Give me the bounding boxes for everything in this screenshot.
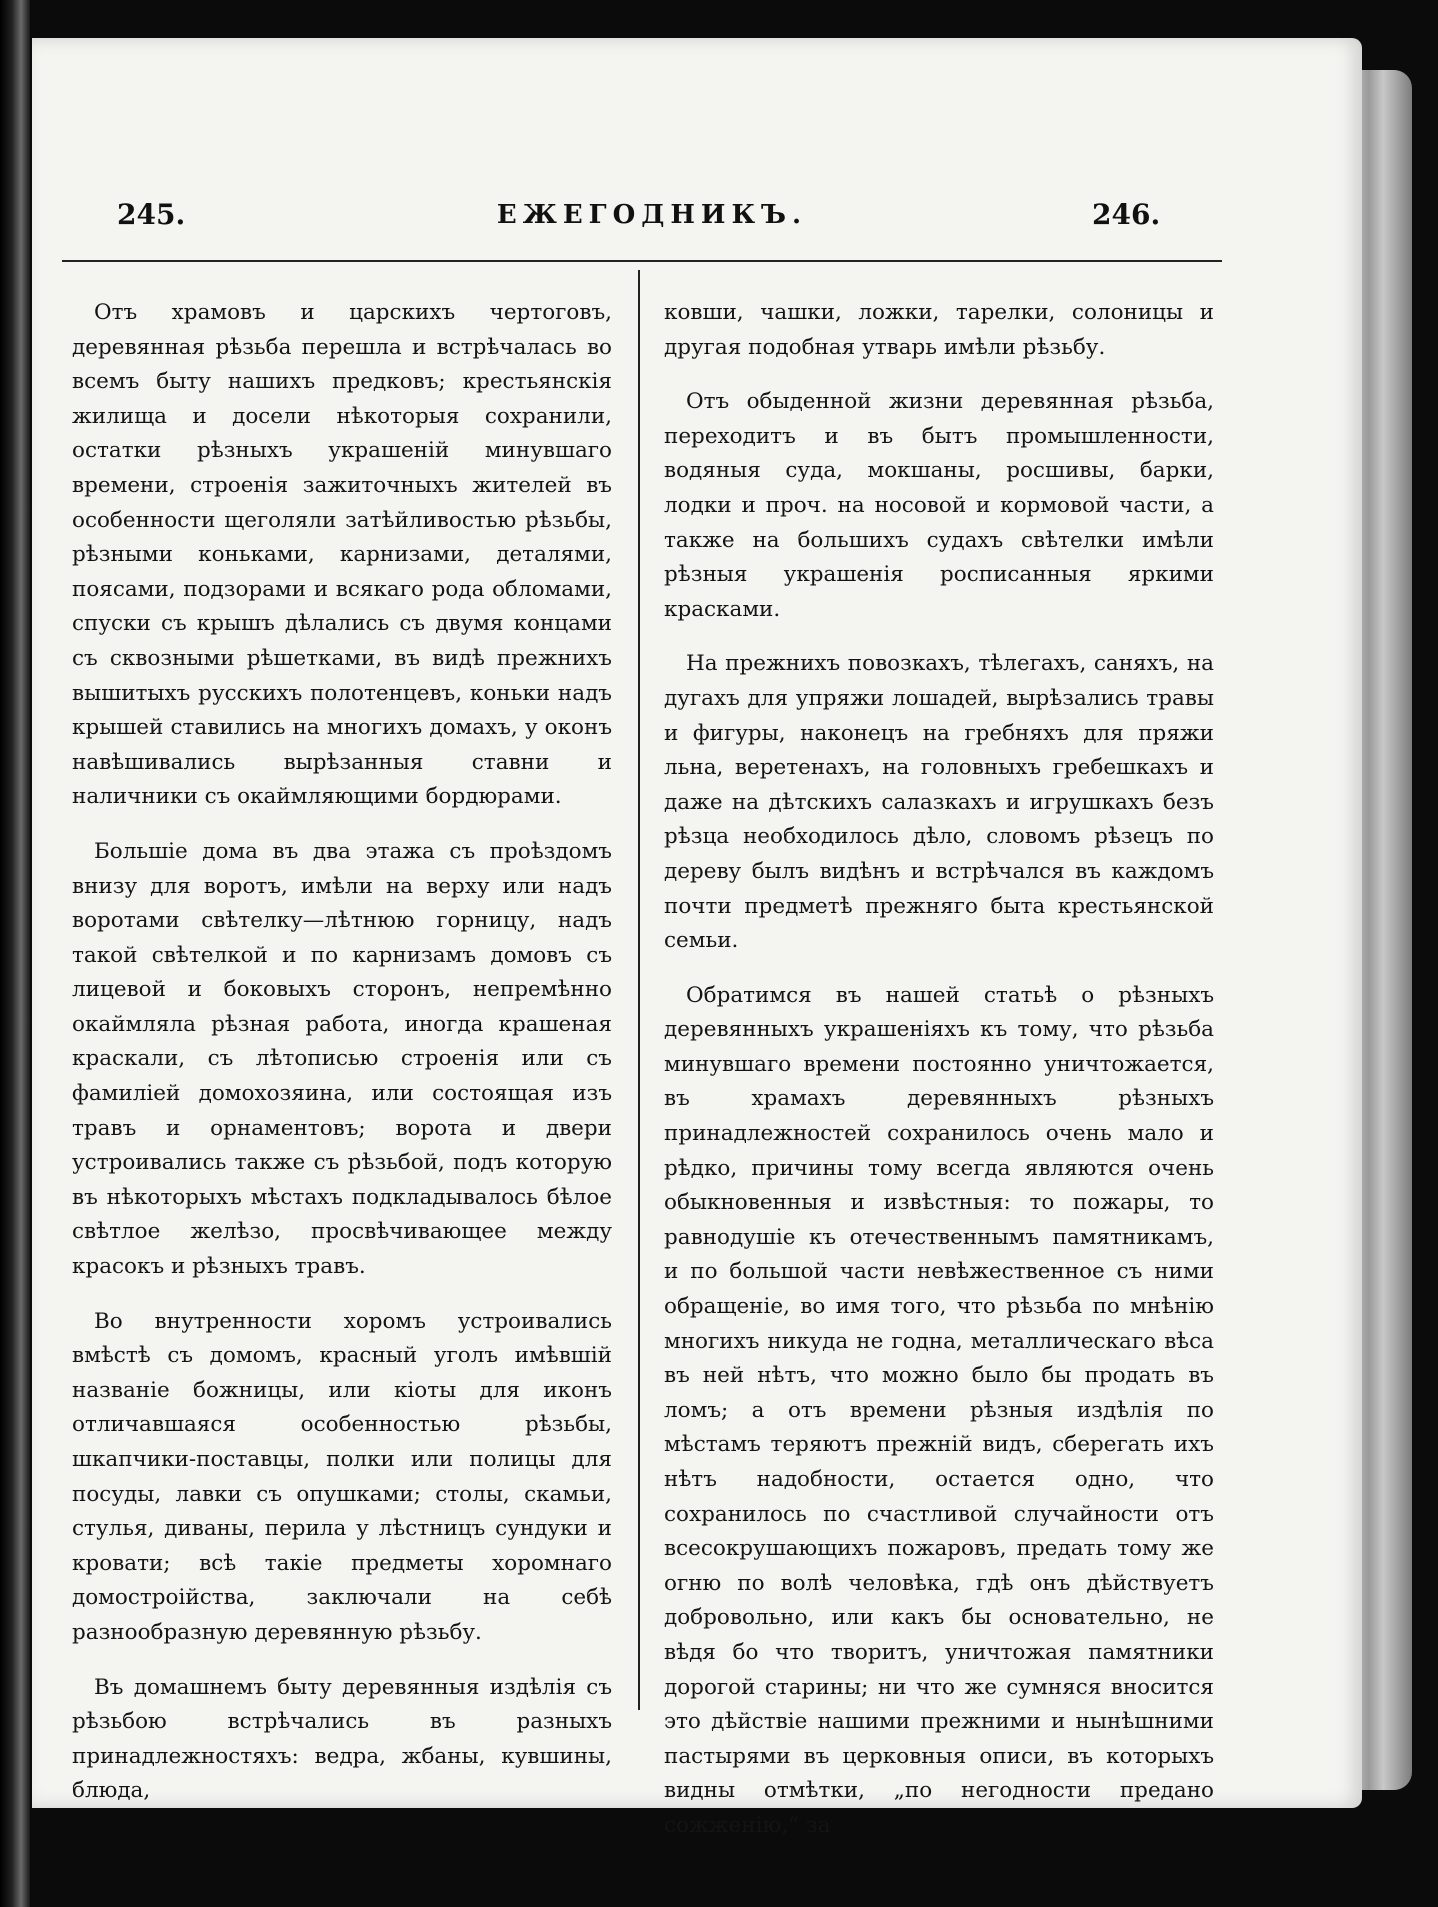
header-rule [62, 260, 1222, 262]
book-page [32, 38, 1362, 1838]
running-head: ЕЖЕГОДНИКЪ. [496, 200, 808, 230]
paragraph: Отъ храмовъ и царскихъ чертоговъ, деревянная рѣзьба перешла и встрѣчалась во всемъ быту нашихъ предковъ; крестьянскія жилища и досели нѣкоторыя сохранили, остатки рѣзныхъ украшеній минувшаго времени, строенія зажиточныхъ жителей въ особенности щеголяли затѣйливостью рѣзьбы, рѣзными коньками, карнизами, деталями, поясами, подзорами и всякаго рода обломами, спуски съ крышъ дѣлались съ двумя концами съ сквозными рѣшетками, въ видѣ прежнихъ вышитыхъ русскихъ полотенцевъ, коньки надъ крышей ставились на многихъ домахъ, у оконъ навѣшивались вырѣзанныя ставни и наличники съ окаймляющими бордюрами. [72, 300, 612, 810]
paragraph: Во внутренности хоромъ устроивались вмѣстѣ съ домомъ, красный уголъ имѣвшій названіе божницы, или кіоты для иконъ отличавшаяся особенностью рѣзьбы, шкапчики-поставцы, полки или полицы для посуды, лавки съ опушками; столы, скамьи, стулья, диваны, перила у лѣстницъ сундуки и кровати; всѣ такіе предметы хоромнаго домостроійства, заключали на себѣ разнообразную деревянную рѣзьбу. [72, 1308, 612, 1645]
paragraph: На прежнихъ повозкахъ, тѣлегахъ, саняхъ, на дугахъ для упряжи лошадей, вырѣзались травы и фигуры, наконецъ на гребняхъ для пряжи льна, веретенахъ, на головныхъ гребешкахъ и даже на дѣтскихъ салазкахъ и игрушкахъ безъ рѣзца необходилось дѣло, словомъ рѣзецъ по дереву былъ видѣнъ и встрѣчался въ каждомъ почти предметѣ прежняго быта крестьянской семьи. [664, 651, 1214, 954]
paragraph: Большіе дома въ два этажа съ проѣздомъ внизу для воротъ, имѣли на верху или надъ воротами свѣтелку—лѣтнюю горницу, надъ такой свѣтелкой и по карнизамъ домовъ съ лицевой и боковыхъ сторонъ, непремѣнно окаймляла рѣзная работа, иногда крашеная краскали, съ лѣтописью строенія или съ фамиліей домохозяина, или состоящая изъ травъ и орнаментовъ; ворота и двери устроивались также съ рѣзьбой, подъ которую въ нѣкоторыхъ мѣстахъ подкладывалось бѣлое свѣтлое желѣзо, просвѣчивающее между красокъ и рѣзныхъ травъ. [72, 838, 612, 1280]
right-page-number: 246. [1092, 198, 1161, 231]
paragraph: Обратимся въ нашей статьѣ о рѣзныхъ деревянныхъ украшеніяхъ къ тому, что рѣзьба минувшаго времени постоянно уничтожается, въ храмахъ деревянныхъ рѣзныхъ принадлежностей сохранилось очень мало и рѣдко, причины тому всегда являются очень обыкновенныя и извѣстныя: то пожары, то равнодушіе къ отечественнымъ памятникамъ, и по большой части невѣжественное съ ними обращеніе, во имя того, что рѣзьба по мнѣнію многихъ никуда не годна, металлическаго вѣса въ ней нѣтъ, что можно было бы продать въ ломъ; а отъ времени рѣзныя издѣлія по мѣстамъ теряютъ прежній видъ, сберегать ихъ нѣтъ надобности, остается одно, что сохранилось по счастливой случайности отъ всесокрушающихъ пожаровъ, предать тому же огню по волѣ человѣка, гдѣ онъ дѣйствуетъ добровольно, или какъ бы основательно, не вѣдя бо что творитъ, уничтожая памятники дорогой старины; ни что же сумняся вносится это дѣйствіе нашими прежними и нынѣшними пастырями въ церковныя описи, въ которыхъ видны отмѣтки, „по негодности предано сожженію,“ за [664, 982, 1214, 1838]
column-divider [638, 270, 640, 1710]
paragraph: Отъ обыденной жизни деревянная рѣзьба, переходитъ и въ бытъ промышленности, водяныя суда, мокшаны, росшивы, барки, лодки и проч. на носовой и кормовой части, а также на большихъ судахъ свѣтелки имѣли рѣзныя украшенія росписанныя яркими красками. [664, 389, 1214, 622]
page-header [32, 188, 1362, 248]
left-column [72, 296, 612, 1829]
paragraph-continuation: ковши, чашки, ложки, тарелки, солоницы и другая подобная утварь имѣли рѣзьбу. [664, 300, 1214, 360]
book-binding-edge [0, 0, 30, 1907]
paragraph: Въ домашнемъ быту деревянныя издѣлія съ рѣзьбою встрѣчались въ разныхъ принадлежностяхъ: ведра, жбаны, кувшины, блюда, [72, 1674, 612, 1804]
right-column [664, 296, 1214, 1864]
left-page-number: 245. [117, 198, 186, 231]
